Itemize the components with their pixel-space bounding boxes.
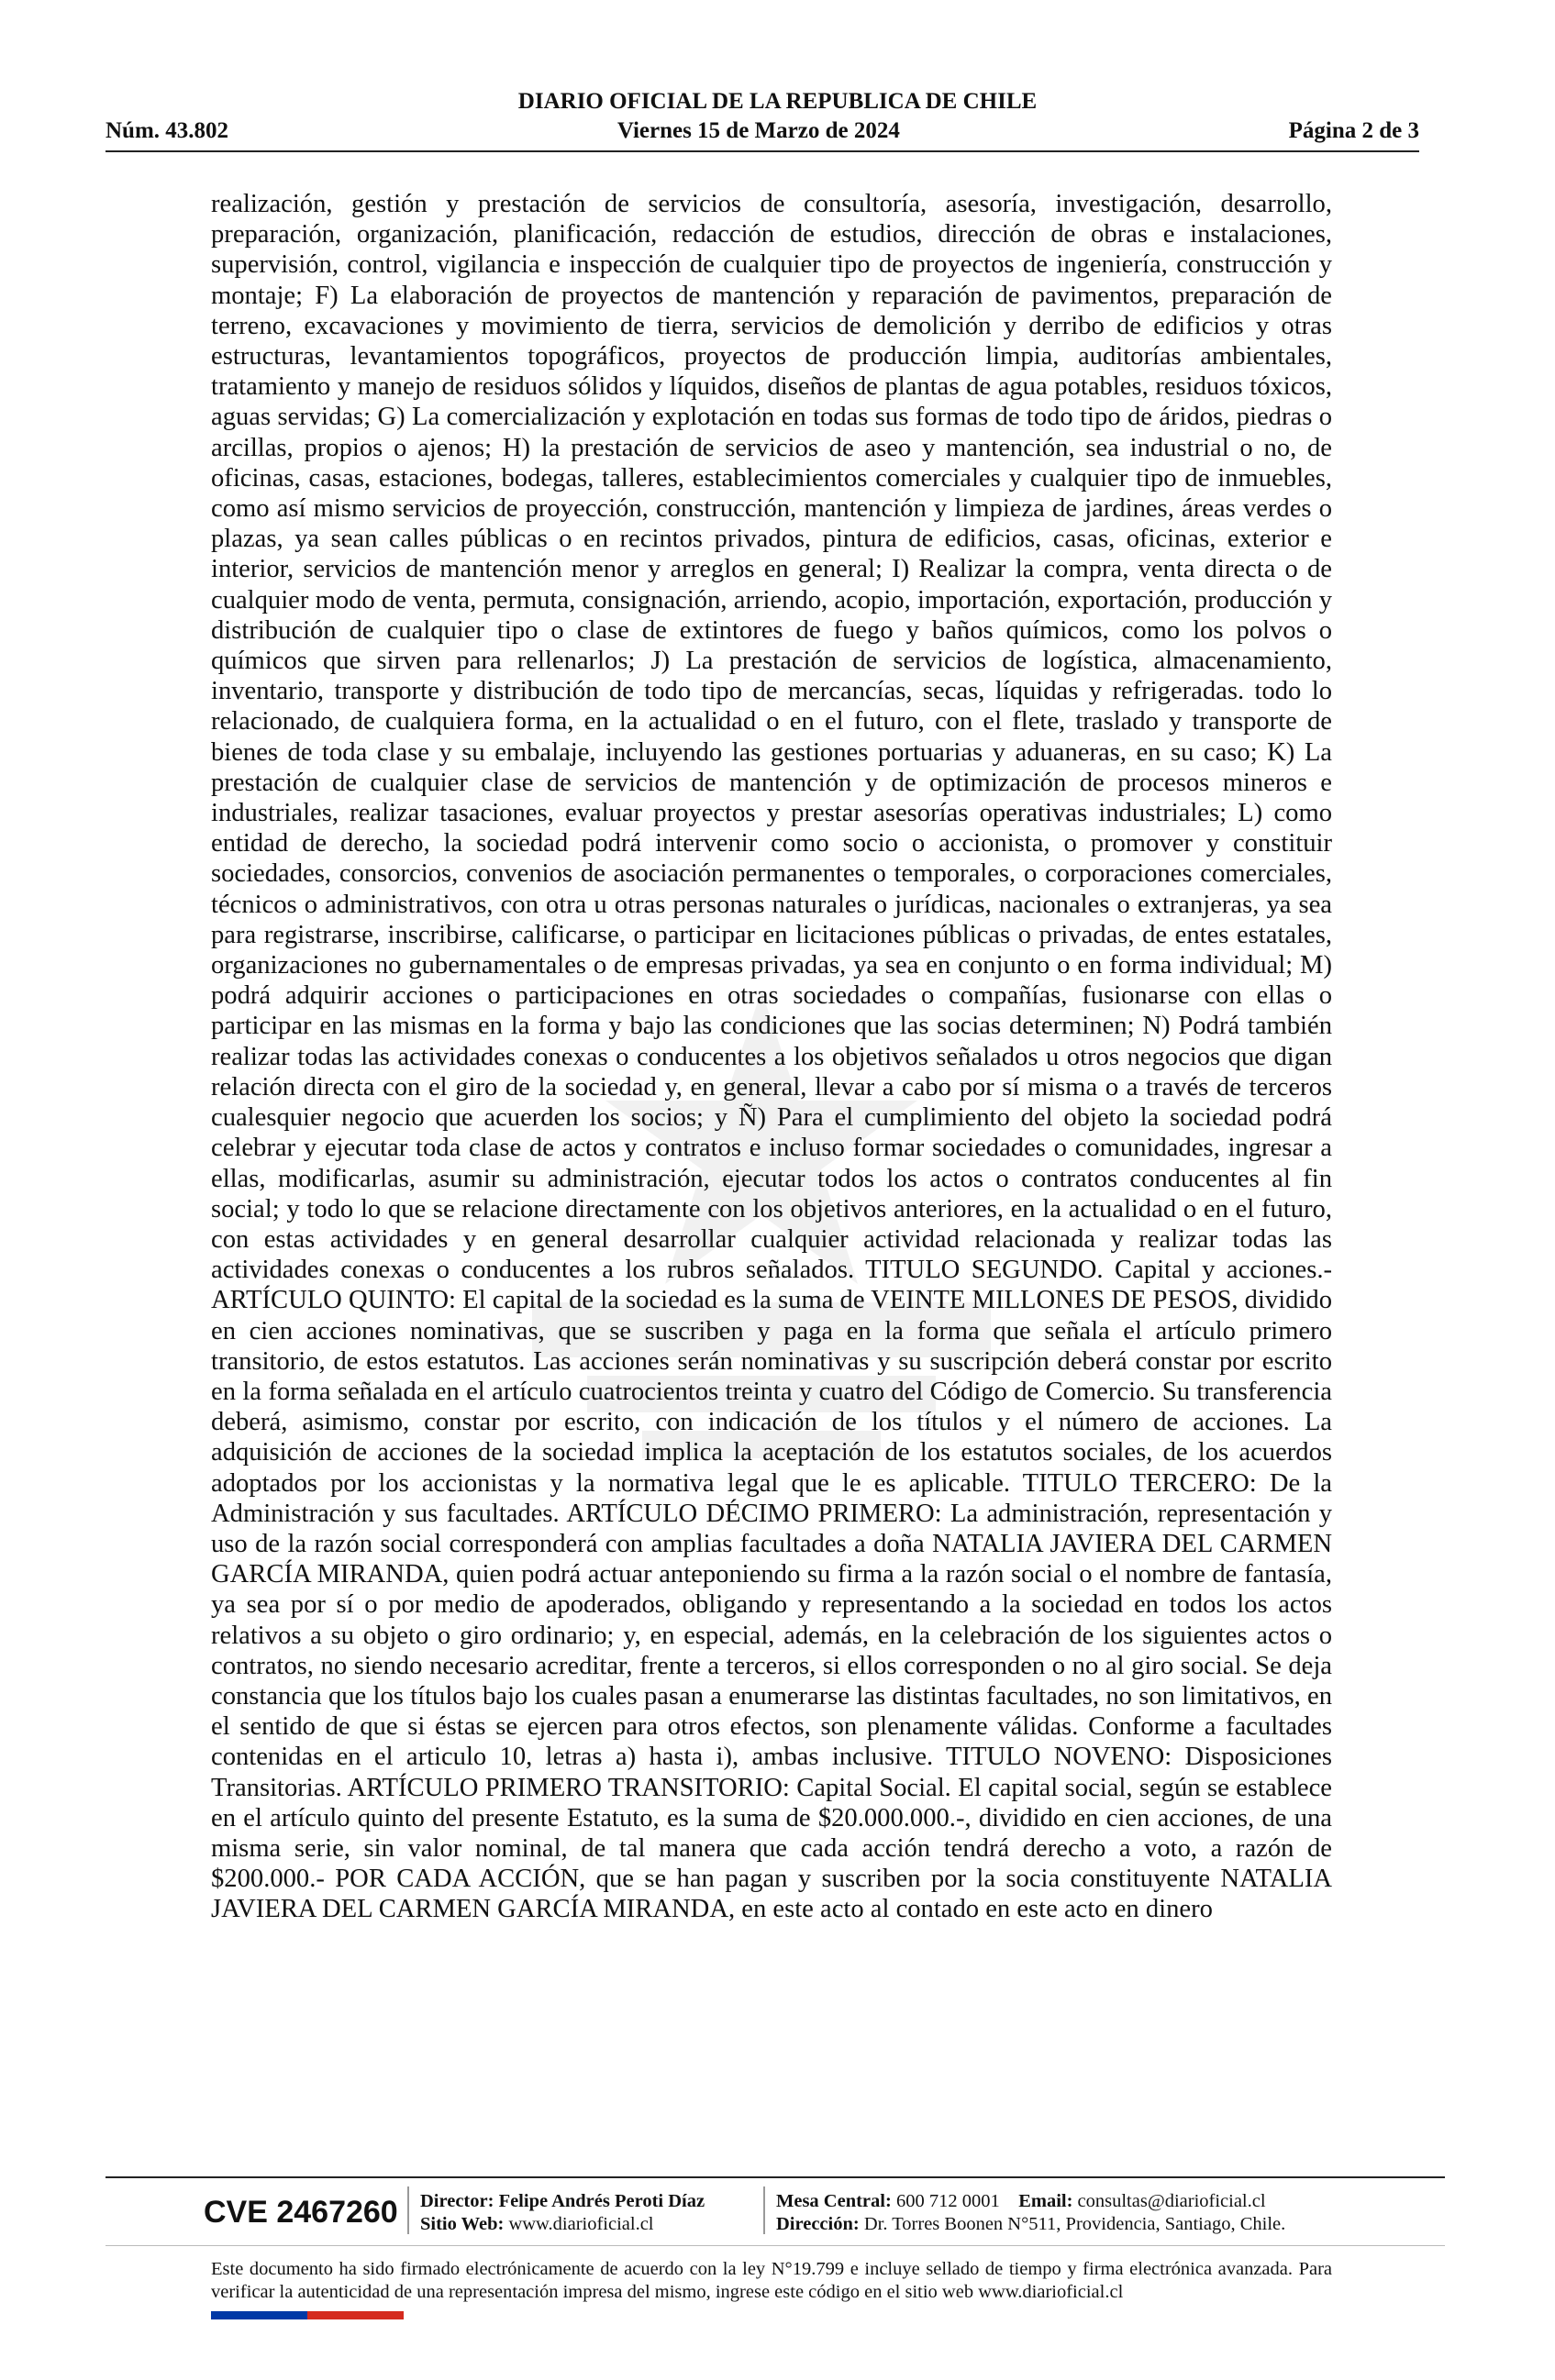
- website-link[interactable]: www.diarioficial.cl: [508, 2214, 654, 2234]
- footer-director-block: [420, 2190, 705, 2236]
- mesa-central-label: Mesa Central:: [776, 2191, 892, 2211]
- email-link[interactable]: consultas@diarioficial.cl: [1077, 2191, 1266, 2211]
- mesa-central-phone: 600 712 0001: [895, 2191, 1000, 2211]
- issue-date: Viernes 15 de Marzo de 2024: [616, 118, 900, 143]
- flag-red-stripe: [307, 2311, 404, 2319]
- website-label: Sitio Web:: [420, 2214, 505, 2234]
- footer-divider: [106, 2176, 1445, 2178]
- chile-flag-stripe-icon: [211, 2311, 404, 2319]
- footer-separator: [407, 2186, 409, 2234]
- flag-blue-stripe: [211, 2311, 307, 2319]
- header-divider: [106, 150, 1419, 152]
- newspaper-title: DIARIO OFICIAL DE LA REPUBLICA DE CHILE: [517, 89, 1038, 114]
- signature-notice: Este documento ha sido firmado electrónicamente de acuerdo con la ley N°19.799 e incluye sellado de tiempo y firma electrónica avanzada. Para verificar la autenticidad de una representación impresa del mismo, ingrese este código en el sitio web www.diarioficial.cl: [211, 2259, 1332, 2302]
- address-value: Dr. Torres Boonen N°511, Providencia, Santiago, Chile.: [863, 2214, 1286, 2234]
- cve-code: CVE 2467260: [204, 2195, 398, 2230]
- body-paragraph: realización, gestión y prestación de servicios de consultoría, asesoría, investigación, desarrollo, preparación, organización, planificación, redacción de estudios, dirección de obras e instalaciones, supervisión, control, vigilancia e inspección de cualquier tipo de proyectos de ingeniería, construcción y montaje; F) La elaboración de proyectos de mantención y reparación de pavimentos, preparación de terreno, excavaciones y movimiento de tierra, servicios de demolición y derribo de edificios y otras estructuras, levantamientos topográficos, proyectos de producción limpia, auditorías ambientales, tratamiento y manejo de residuos sólidos y líquidos, diseños de plantas de agua potables, residuos tóxicos, aguas servidas; G) La comercialización y explotación en todas sus formas de todo tipo de áridos, piedras o arcillas, propios o ajenos; H) la prestación de servicios de aseo y mantención, sea industrial o no, de oficinas, casas, estaciones, bodegas, talleres, establecimientos comerciales y cualquier tipo de inmuebles, como así mismo servicios de proyección, construcción, mantención y limpieza de jardines, áreas verdes o plazas, ya sean calles públicas o en recintos privados, pintura de edificios, casas, oficinas, exterior e interior, servicios de mantención menor y arreglos en general; I) Realizar la compra, venta directa o de cualquier modo de venta, permuta, consignación, arriendo, acopio, importación, exportación, producción y distribución de cualquier tipo o clase de extintores de fuego y baños químicos, como los polvos o químicos que sirven para rellenarlos; J) La prestación de servicios de logística, almacenamiento, inventario, transporte y distribución de todo tipo de mercancías, secas, líquidas y refrigeradas. todo lo relacionado, de cualquiera forma, en la actualidad o en el futuro, con el flete, traslado y transporte de bienes de toda clase y su embalaje, incluyendo las gestiones portuarias y aduaneras, en su caso; K) La prestación de cualquier clase de servicios de mantención y de optimización de procesos mineros e industriales, realizar tasaciones, evaluar proyectos y prestar asesorías operativas industriales; L) como entidad de derecho, la sociedad podrá intervenir como socio o accionista, o promover y constituir sociedades, consorcios, convenios de asociación permanentes o temporales, o corporaciones comerciales, técnicos o administrativos, con otra u otras personas naturales o jurídicas, nacionales o extranjeras, ya sea para registrarse, inscribirse, calificarse, o participar en licitaciones públicas o privadas, de entes estatales, organizaciones no gubernamentales o de empresas privadas, ya sea en conjunto o en forma individual; M) podrá adquirir acciones o participaciones en otras sociedades o compañías, fusionarse con ellas o participar en las mismas en la forma y bajo las condiciones que las socias determinen; N) Podrá también realizar todas las actividades conexas o conducentes a los objetivos señalados u otros negocios que digan relación directa con el giro de la sociedad y, en general, llevar a cabo por sí misma o a través de terceros cualesquier negocio que acuerden los socios; y Ñ) Para el cumplimiento del objeto la sociedad podrá celebrar y ejecutar toda clase de actos y contratos e incluso formar sociedades o comunidades, ingresar a ellas, modificarlas, asumir su administración, ejecutar todos los actos o contratos conducentes al fin social; y todo lo que se relacione directamente con los objetivos anteriores, en la actualidad o en el futuro, con estas actividades y en general desarrollar cualquier actividad relacionada y realizar todas las actividades conexas o conducentes a los rubros señalados. TITULO SEGUNDO. Capital y acciones.- ARTÍCULO QUINTO: El capital de la sociedad es la suma de VEINTE MILLONES DE PESOS, dividido en cien acciones nominativas, que se suscriben y paga en la forma que señala el artículo primero transitorio, de estos estatutos. Las acciones serán nominativas y su suscripción deberá constar por escrito en la forma señalada en el artículo cuatrocientos treinta y cuatro del Código de Comercio. Su transferencia deberá, asimismo, constar por escrito, con indicación de los títulos y el número de acciones. La adquisición de acciones de la sociedad implica la aceptación de los estatutos sociales, de los acuerdos adoptados por los accionistas y la normativa legal que le es aplicable. TITULO TERCERO: De la Administración y sus facultades. ARTÍCULO DÉCIMO PRIMERO: La administración, representación y uso de la razón social corresponderá con amplias facultades a doña NATALIA JAVIERA DEL CARMEN GARCÍA MIRANDA, quien podrá actuar anteponiendo su firma a la razón social o el nombre de fantasía, ya sea por sí o por medio de apoderados, obligando y representando a la sociedad en todos los actos relativos a su objeto o giro ordinario; y, en especial, además, en la celebración de los siguientes actos o contratos, no siendo necesario acreditar, frente a terceros, si ellos corresponden o no al giro social. Se deja constancia que los títulos bajo los cuales pasan a enumerarse las distintas facultades, no son limitativos, en el sentido de que si éstas se ejercen para otros efectos, son plenamente válidas. Conforme a facultades contenidas en el articulo 10, letras a) hasta i), ambas inclusive. TITULO NOVENO: Disposiciones Transitorias. ARTÍCULO PRIMERO TRANSITORIO: Capital Social. El capital social, según se establece en el artículo quinto del presente Estatuto, es la suma de $20.000.000.-, dividido en cien acciones, de una misma serie, sin valor nominal, de tal manera que cada acción tendrá derecho a voto, a razón de $200.000.- POR CADA ACCIÓN, que se han pagan y suscriben por la socia constituyente NATALIA JAVIERA DEL CARMEN GARCÍA MIRANDA, en este acto al contado en este acto en dinero: [211, 190, 1332, 1924]
- email-label: Email:: [1018, 2191, 1073, 2211]
- footer-contact-block: [776, 2190, 1285, 2236]
- body-text: [211, 189, 1332, 1925]
- page-number: Página 2 de 3: [1288, 118, 1419, 143]
- director-name: Felipe Andrés Peroti Díaz: [498, 2191, 705, 2211]
- footer-separator: [763, 2186, 765, 2234]
- director-label: Director:: [420, 2191, 494, 2211]
- footer-thin-divider: [106, 2245, 1445, 2246]
- header-row: [106, 117, 1419, 145]
- address-label: Dirección:: [776, 2214, 860, 2234]
- issue-number: Núm. 43.802: [106, 118, 229, 143]
